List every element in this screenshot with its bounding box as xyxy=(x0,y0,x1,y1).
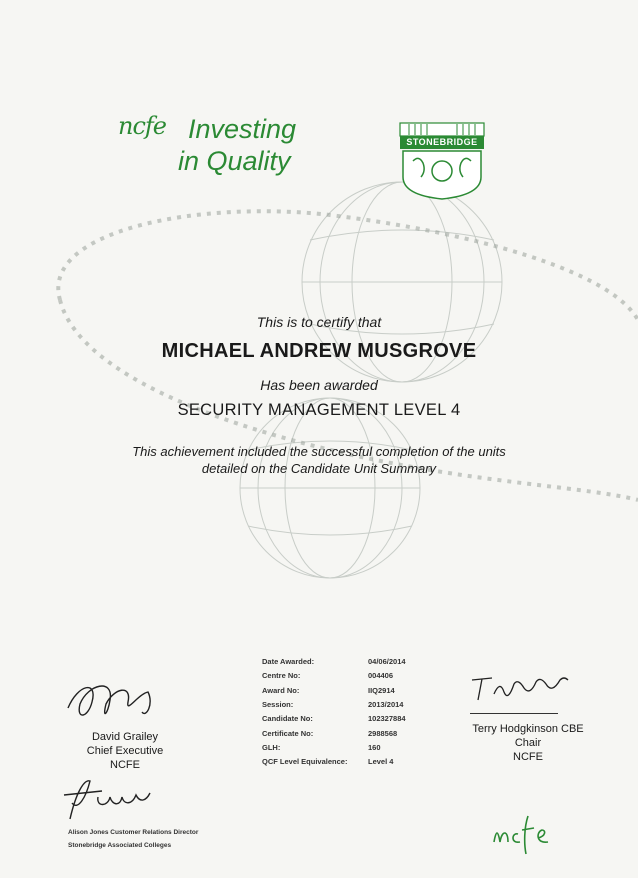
details-value: 2013/2014 xyxy=(368,699,404,709)
stonebridge-crest xyxy=(397,121,487,201)
tagline-line1: Investing xyxy=(188,114,297,144)
details-label: Centre No: xyxy=(262,671,301,681)
right-signatory-org: NCFE xyxy=(513,751,543,763)
details-label: GLH: xyxy=(262,742,281,752)
bottom-signatory-line1: Alison Jones Customer Relations Director xyxy=(68,829,199,836)
details-label: QCF Level Equivalence: xyxy=(262,757,348,767)
signature-grailey xyxy=(58,674,188,726)
qualification-title: SECURITY MANAGEMENT LEVEL 4 xyxy=(177,401,461,419)
right-signatory-name: Terry Hodgkinson CBE xyxy=(472,723,584,735)
details-label: Date Awarded: xyxy=(262,657,315,666)
bottom-signatory-line2: Stonebridge Associated Colleges xyxy=(68,842,172,849)
details-value: 2988568 xyxy=(368,728,398,738)
tagline xyxy=(178,113,297,177)
details-value: 160 xyxy=(368,742,381,752)
certify-line: This is to certify that xyxy=(256,314,382,330)
crest-name: STONEBRIDGE xyxy=(400,136,484,149)
details-label: Session: xyxy=(262,699,294,709)
crest-icon xyxy=(397,121,487,201)
left-signatory-title: Chief Executive xyxy=(86,745,164,757)
left-signatory-name: David Grailey xyxy=(91,731,159,743)
ncfe-handwritten-logo xyxy=(488,808,568,858)
signature-line xyxy=(470,713,558,714)
details-label: Award No: xyxy=(262,685,300,695)
left-signatory-org: NCFE xyxy=(110,759,140,771)
right-signatory-title: Chair xyxy=(514,737,542,749)
achievement-line1: This achievement included the successful completion of the units xyxy=(132,444,506,459)
achievement-line2: detailed on the Candidate Unit Summary xyxy=(201,461,437,476)
details-value: IIQ2914 xyxy=(368,685,395,695)
details-label: Certificate No: xyxy=(262,728,314,738)
details-value: 102327884 xyxy=(368,714,406,724)
details-value: 04/06/2014 xyxy=(368,657,406,666)
achievement-text xyxy=(0,443,638,477)
details-value: 004406 xyxy=(368,671,394,681)
ncfe-logo: ncfe xyxy=(118,112,166,140)
details-label: Candidate No: xyxy=(262,714,313,724)
recipient-name: MICHAEL ANDREW MUSGROVE xyxy=(161,340,477,362)
details-value: Level 4 xyxy=(368,757,394,767)
signature-jones xyxy=(50,773,170,825)
signature-hodgkinson xyxy=(468,670,578,706)
tagline-line2: in Quality xyxy=(178,146,291,176)
awarded-line: Has been awarded xyxy=(260,377,378,393)
